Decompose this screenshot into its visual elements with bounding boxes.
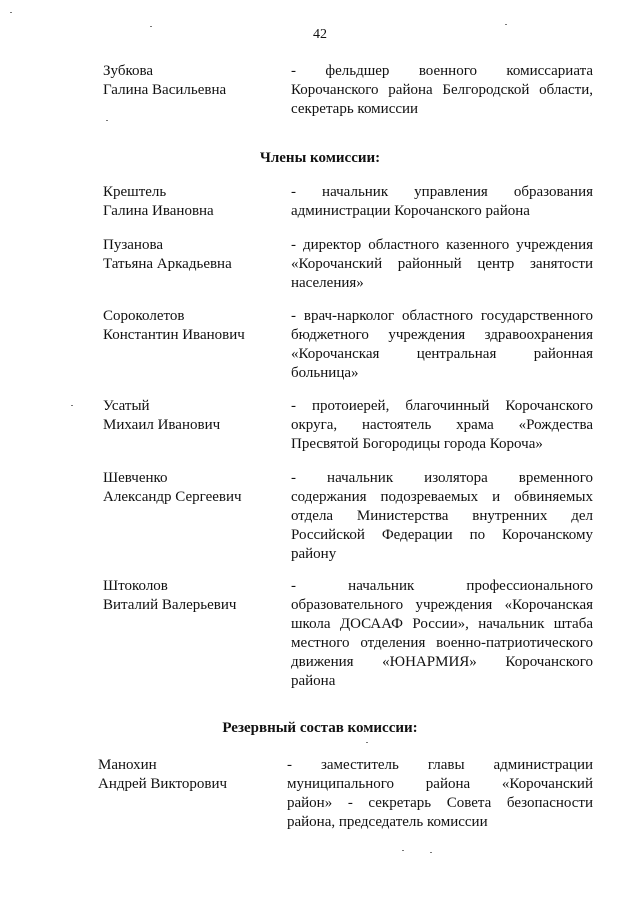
role-line: Пресвятой Богородицы города Короча» <box>291 436 543 452</box>
scan-speck <box>150 26 152 27</box>
person-role <box>291 307 593 383</box>
role-line: отдела Министерства внутренних дел <box>291 508 593 524</box>
surname: Сороколетов <box>103 308 185 324</box>
role-line: «Корочанский районный центр занятости <box>291 256 593 272</box>
person-name <box>98 756 278 794</box>
role-line: администрации Корочанского района <box>291 203 530 219</box>
person-role <box>291 397 593 454</box>
given-names: Андрей Викторович <box>98 776 228 792</box>
role-line: - протоиерей, благочинный Корочанского <box>291 398 593 414</box>
role-line: «Корочанская центральная районная <box>291 346 593 362</box>
role-line: местного отделения военно-патриотического <box>291 635 593 651</box>
scan-speck <box>505 24 507 25</box>
person-role <box>291 236 593 293</box>
role-line: Корочанского района Белгородской области, <box>291 82 593 98</box>
scan-speck <box>106 120 108 121</box>
person-name <box>103 469 283 507</box>
role-line: Российской Федерации по Корочанскому <box>291 527 593 543</box>
given-names: Татьяна Аркадьевна <box>103 256 232 272</box>
person-role <box>291 577 593 691</box>
person-role <box>287 756 593 832</box>
person-name <box>103 183 283 221</box>
page-number: 42 <box>313 27 327 42</box>
role-line: населения» <box>291 275 364 291</box>
role-line: секретарь комиссии <box>291 101 419 117</box>
role-line: образовательного учреждения «Корочанская <box>291 597 593 613</box>
given-names: Галина Васильевна <box>103 82 227 98</box>
role-line: - начальник профессионального <box>291 578 593 594</box>
person-name <box>103 236 283 274</box>
role-line: района <box>291 673 336 689</box>
section-heading: Резервный состав комиссии: <box>222 720 418 736</box>
surname: Манохин <box>98 757 157 773</box>
role-line: муниципального района «Корочанский <box>287 776 593 792</box>
surname: Крештель <box>103 184 167 200</box>
role-line: больница» <box>291 365 359 381</box>
person-name <box>103 397 283 435</box>
person-role <box>291 469 593 564</box>
person-name <box>103 62 283 100</box>
person-role <box>291 183 593 221</box>
role-line: - заместитель главы администрации <box>287 757 593 773</box>
role-line: - врач-нарколог областного государственного <box>291 308 593 324</box>
role-line: содержания подозреваемых и обвиняемых <box>291 489 593 505</box>
given-names: Виталий Валерьевич <box>103 597 237 613</box>
given-names: Михаил Иванович <box>103 417 221 433</box>
role-line: района, председатель комиссии <box>287 814 488 830</box>
role-line: район» - секретарь Совета безопасности <box>287 795 593 811</box>
section-heading: Члены комиссии: <box>259 150 381 166</box>
scan-speck <box>402 850 404 851</box>
role-line: округа, настоятель храма «Рождества <box>291 417 593 433</box>
role-line: - начальник изолятора временного <box>291 470 593 486</box>
surname: Зубкова <box>103 63 154 79</box>
scan-speck <box>71 405 73 406</box>
role-line: школа ДОСААФ России», начальник штаба <box>291 616 593 632</box>
surname: Пузанова <box>103 237 163 253</box>
given-names: Константин Иванович <box>103 327 245 343</box>
surname: Шевченко <box>103 470 168 486</box>
scan-speck <box>10 12 12 13</box>
role-line: району <box>291 546 337 562</box>
given-names: Александр Сергеевич <box>103 489 242 505</box>
role-line: бюджетного учреждения здравоохранения <box>291 327 593 343</box>
role-line: - начальник управления образования <box>291 184 593 200</box>
surname: Штоколов <box>103 578 168 594</box>
scan-speck <box>430 852 432 853</box>
role-line: - директор областного казенного учреждения <box>291 237 593 253</box>
surname: Усатый <box>103 398 150 414</box>
person-name <box>103 307 283 345</box>
given-names: Галина Ивановна <box>103 203 214 219</box>
role-line: - фельдшер военного комиссариата <box>291 63 593 79</box>
role-line: движения «ЮНАРМИЯ» Корочанского <box>291 654 593 670</box>
scan-speck <box>366 742 368 743</box>
person-name <box>103 577 283 615</box>
person-role <box>291 62 593 119</box>
